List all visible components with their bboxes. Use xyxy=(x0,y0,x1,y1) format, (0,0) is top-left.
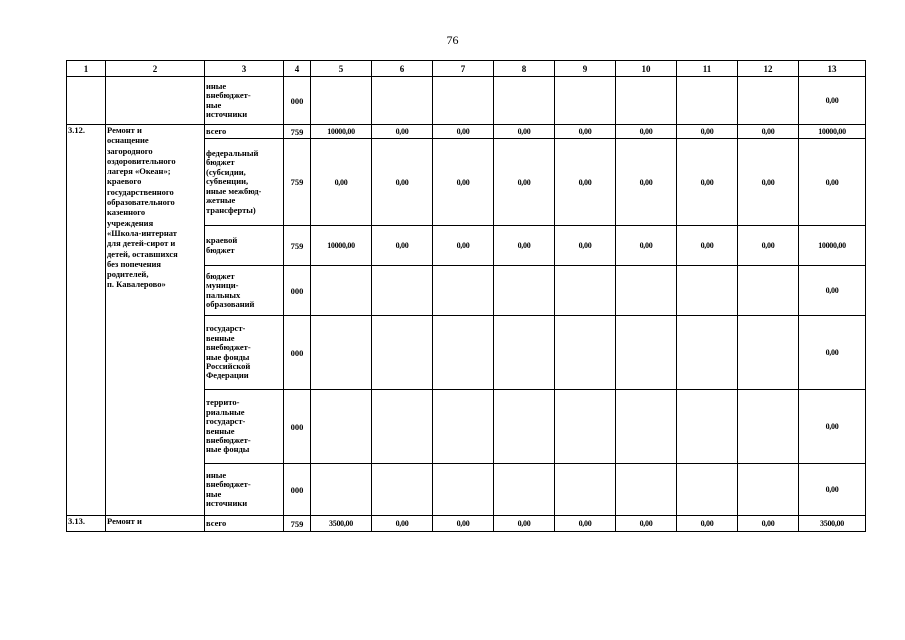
value-cell: 0,00 xyxy=(555,139,616,226)
value-cell xyxy=(372,77,433,125)
value-cell: 0,00 xyxy=(372,125,433,139)
value-cell: 0,00 xyxy=(799,139,866,226)
funding-source-cell: государст- венные внебюджет- ные фонды Российской Федерации xyxy=(205,316,284,390)
value-cell: 3500,00 xyxy=(799,516,866,532)
item-number-cell: 3.13. xyxy=(67,516,106,532)
value-cell: 0,00 xyxy=(433,139,494,226)
value-cell: 0,00 xyxy=(555,516,616,532)
value-cell xyxy=(677,77,738,125)
code-cell: 000 xyxy=(284,390,311,464)
value-cell xyxy=(616,316,677,390)
table-row xyxy=(67,77,866,125)
value-cell xyxy=(677,390,738,464)
column-header: 6 xyxy=(372,61,433,77)
value-cell: 0,00 xyxy=(616,516,677,532)
value-cell xyxy=(494,266,555,316)
code-cell: 759 xyxy=(284,125,311,139)
table-row xyxy=(67,125,866,139)
value-cell xyxy=(311,464,372,516)
value-cell: 0,00 xyxy=(677,516,738,532)
value-cell xyxy=(616,390,677,464)
value-cell xyxy=(494,316,555,390)
data-table xyxy=(66,60,866,532)
value-cell xyxy=(311,316,372,390)
value-cell xyxy=(616,464,677,516)
value-cell xyxy=(738,266,799,316)
value-cell: 10000,00 xyxy=(799,226,866,266)
funding-source-cell: иные внебюджет- ные источники xyxy=(205,464,284,516)
table-row xyxy=(67,516,866,532)
value-cell xyxy=(738,390,799,464)
column-header: 9 xyxy=(555,61,616,77)
value-cell xyxy=(311,390,372,464)
column-header: 5 xyxy=(311,61,372,77)
value-cell: 10000,00 xyxy=(311,125,372,139)
value-cell: 0,00 xyxy=(738,139,799,226)
value-cell xyxy=(372,316,433,390)
value-cell: 0,00 xyxy=(372,139,433,226)
value-cell xyxy=(311,77,372,125)
value-cell: 0,00 xyxy=(433,516,494,532)
column-header: 8 xyxy=(494,61,555,77)
item-number-cell xyxy=(67,77,106,125)
value-cell: 0,00 xyxy=(616,125,677,139)
value-cell: 0,00 xyxy=(372,226,433,266)
column-header: 3 xyxy=(205,61,284,77)
value-cell xyxy=(677,464,738,516)
value-cell: 0,00 xyxy=(799,77,866,125)
funding-source-cell: бюджет муници- пальных образований xyxy=(205,266,284,316)
column-header: 10 xyxy=(616,61,677,77)
value-cell: 0,00 xyxy=(372,516,433,532)
value-cell: 3500,00 xyxy=(311,516,372,532)
funding-source-cell: всего xyxy=(205,516,284,532)
value-cell xyxy=(433,390,494,464)
value-cell xyxy=(677,316,738,390)
value-cell: 10000,00 xyxy=(311,226,372,266)
code-cell: 000 xyxy=(284,464,311,516)
value-cell: 0,00 xyxy=(799,390,866,464)
column-header: 12 xyxy=(738,61,799,77)
value-cell xyxy=(616,266,677,316)
value-cell: 0,00 xyxy=(677,139,738,226)
value-cell xyxy=(494,390,555,464)
value-cell: 0,00 xyxy=(738,125,799,139)
code-cell: 000 xyxy=(284,77,311,125)
value-cell xyxy=(738,464,799,516)
value-cell: 0,00 xyxy=(433,125,494,139)
column-header: 4 xyxy=(284,61,311,77)
value-cell xyxy=(555,316,616,390)
funding-source-cell: краевой бюджет xyxy=(205,226,284,266)
value-cell: 0,00 xyxy=(555,226,616,266)
value-cell xyxy=(555,77,616,125)
value-cell: 0,00 xyxy=(494,226,555,266)
value-cell xyxy=(738,316,799,390)
code-cell: 000 xyxy=(284,266,311,316)
column-header: 7 xyxy=(433,61,494,77)
value-cell: 0,00 xyxy=(311,139,372,226)
value-cell: 0,00 xyxy=(799,464,866,516)
value-cell: 0,00 xyxy=(677,226,738,266)
page-number: 76 xyxy=(446,33,459,47)
code-cell: 759 xyxy=(284,516,311,532)
value-cell: 0,00 xyxy=(738,516,799,532)
column-header: 13 xyxy=(799,61,866,77)
funding-source-cell: федеральный бюджет (субсидии, субвенции, иные межбюд- жетные трансферты) xyxy=(205,139,284,226)
code-cell: 000 xyxy=(284,316,311,390)
value-cell xyxy=(311,266,372,316)
value-cell xyxy=(372,464,433,516)
item-name-cell: Ремонт и xyxy=(106,516,205,532)
funding-source-cell: всего xyxy=(205,125,284,139)
item-name-cell: Ремонт и оснащение загородного оздоровительного лагеря «Океан»; краевого государственного образовательного казенного учреждения «Школа-интернат для детей-сирот и детей, оставшихся без попечения родителей, п. Кавалерово» xyxy=(106,125,205,516)
header-row xyxy=(67,61,866,77)
column-header: 1 xyxy=(67,61,106,77)
funding-source-cell: иные внебюджет- ные источники xyxy=(205,77,284,125)
value-cell: 0,00 xyxy=(677,125,738,139)
value-cell: 0,00 xyxy=(799,266,866,316)
value-cell: 10000,00 xyxy=(799,125,866,139)
value-cell xyxy=(555,464,616,516)
value-cell xyxy=(372,266,433,316)
value-cell: 0,00 xyxy=(494,139,555,226)
item-name-cell xyxy=(106,77,205,125)
value-cell xyxy=(616,77,677,125)
value-cell xyxy=(433,316,494,390)
value-cell xyxy=(555,390,616,464)
value-cell: 0,00 xyxy=(616,139,677,226)
column-header: 11 xyxy=(677,61,738,77)
value-cell xyxy=(677,266,738,316)
value-cell xyxy=(433,77,494,125)
value-cell xyxy=(555,266,616,316)
column-header: 2 xyxy=(106,61,205,77)
code-cell: 759 xyxy=(284,139,311,226)
value-cell: 0,00 xyxy=(494,125,555,139)
value-cell xyxy=(433,266,494,316)
value-cell xyxy=(433,464,494,516)
value-cell: 0,00 xyxy=(616,226,677,266)
value-cell xyxy=(738,77,799,125)
value-cell: 0,00 xyxy=(494,516,555,532)
value-cell: 0,00 xyxy=(738,226,799,266)
value-cell: 0,00 xyxy=(433,226,494,266)
value-cell: 0,00 xyxy=(799,316,866,390)
item-number-cell: 3.12. xyxy=(67,125,106,516)
value-cell xyxy=(494,77,555,125)
value-cell xyxy=(372,390,433,464)
code-cell: 759 xyxy=(284,226,311,266)
funding-source-cell: террито- риальные государст- венные внебюджет- ные фонды xyxy=(205,390,284,464)
value-cell: 0,00 xyxy=(555,125,616,139)
value-cell xyxy=(494,464,555,516)
